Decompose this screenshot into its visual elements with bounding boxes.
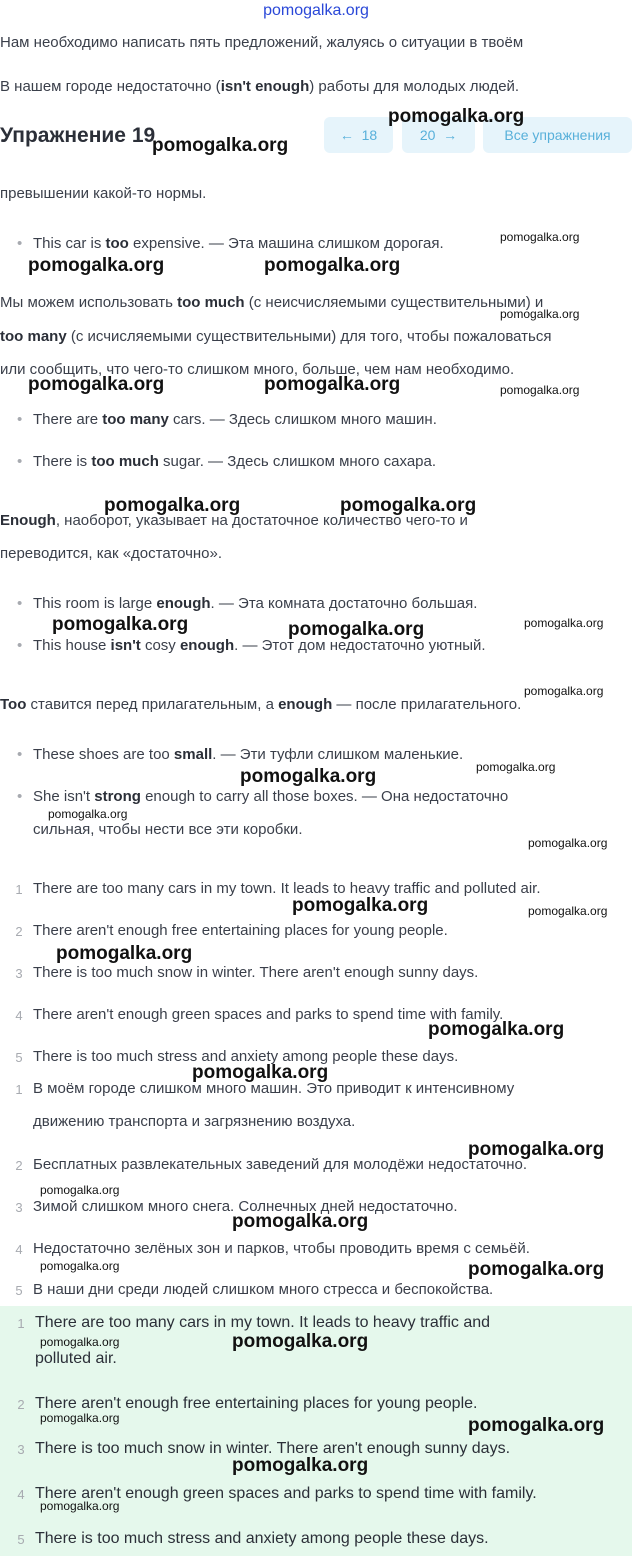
example-item: • She isn't strong enough to carry all those boxes. — Она недостаточно (17, 788, 509, 805)
watermark: pomogalka.org (40, 1259, 120, 1273)
paragraph-line: или сообщить, что чего-то слишком много, больше, чем нам необходимо. (0, 361, 515, 378)
answer-line: There aren't enough green spaces and parks to spend time with family. (35, 1485, 537, 1502)
watermark: pomogalka.org (28, 255, 165, 276)
answer-line: В моём городе слишком много машин. Это приводит к интенсивному (33, 1080, 515, 1097)
watermark: pomogalka.org (476, 760, 556, 774)
watermark: pomogalka.org (40, 1499, 120, 1513)
arrow-left-icon: ← (339, 127, 354, 143)
watermark: pomogalka.org (232, 1211, 369, 1232)
watermark: pomogalka.org (232, 1331, 369, 1352)
paragraph-line: переводится, как «достаточно». (0, 545, 223, 562)
item-number: 1 (15, 1082, 23, 1097)
watermark: pomogalka.org (40, 1335, 120, 1349)
watermark: pomogalka.org (468, 1415, 605, 1436)
watermark: pomogalka.org (524, 684, 604, 698)
example-item: • These shoes are too small. — Эти туфли слишком маленькие. (17, 746, 464, 763)
watermark: pomogalka.org (468, 1259, 605, 1280)
item-number: 5 (15, 1283, 23, 1298)
item-number: 2 (15, 1158, 23, 1173)
paragraph-line: Мы можем использовать too much (с неисчисляемыми существительными) и (0, 294, 544, 311)
watermark: pomogalka.org (48, 807, 128, 821)
watermark: pomogalka.org (40, 1183, 120, 1197)
item-number: 4 (15, 1008, 23, 1023)
watermark: pomogalka.org (56, 943, 193, 964)
watermark: pomogalka.org (500, 383, 580, 397)
paragraph-line: Too ставится перед прилагательным, а enough — после прилагательного. (0, 696, 522, 713)
partial-text: превышении какой-то нормы. (0, 185, 207, 202)
watermark: pomogalka.org (288, 619, 425, 640)
watermark: pomogalka.org (528, 836, 608, 850)
watermark: pomogalka.org (104, 495, 241, 516)
watermark: pomogalka.org (528, 904, 608, 918)
answer-line: There are too many cars in my town. It leads to heavy traffic and (35, 1314, 491, 1331)
answer-line: Бесплатных развлекательных заведений для молодёжи недостаточно. (33, 1156, 528, 1173)
watermark: pomogalka.org (264, 374, 401, 395)
item-number: 2 (15, 924, 23, 939)
intro-text-2: В нашем городе недостаточно (isn't enough) работы для молодых людей. (0, 78, 520, 95)
paragraph-line: too many (с исчисляемыми существительными) для того, чтобы пожаловаться (0, 328, 552, 345)
example-item: • There are too many cars. — Здесь слишком много машин. (17, 411, 437, 428)
answer-line: There is too much snow in winter. There aren't enough sunny days. (33, 964, 479, 981)
watermark: pomogalka.org (240, 766, 377, 787)
answer-line: В наши дни среди людей слишком много стресса и беспокойства. (33, 1281, 494, 1298)
item-number: 3 (15, 966, 23, 981)
item-number: 4 (17, 1487, 25, 1502)
intro-text-1: Нам необходимо написать пять предложений, жалуясь о ситуации в твоём (0, 34, 524, 51)
answer-line: There are too many cars in my town. It leads to heavy traffic and polluted air. (33, 880, 541, 897)
site-title[interactable]: pomogalka.org (263, 2, 369, 19)
watermark: pomogalka.org (468, 1139, 605, 1160)
prev-exercise-button[interactable]: ← 18 (324, 117, 393, 153)
item-number: 1 (15, 882, 23, 897)
example-item: • This room is large enough. — Эта комната достаточно большая. (17, 595, 478, 612)
item-number: 2 (17, 1397, 25, 1412)
item-number: 4 (15, 1242, 23, 1257)
arrow-right-icon: → (443, 127, 458, 143)
watermark: pomogalka.org (292, 895, 429, 916)
watermark: pomogalka.org (28, 374, 165, 395)
answer-line: Зимой слишком много снега. Солнечных дней недостаточно. (33, 1198, 458, 1215)
next-exercise-button[interactable]: 20 → (402, 117, 475, 153)
watermark: pomogalka.org (524, 616, 604, 630)
watermark: pomogalka.org (52, 614, 189, 635)
watermark: pomogalka.org (264, 255, 401, 276)
answer-line: There aren't enough green spaces and parks to spend time with family. (33, 1006, 504, 1023)
answer-line: There is too much stress and anxiety among people these days. (33, 1048, 459, 1065)
watermark: pomogalka.org (232, 1455, 369, 1476)
watermark: pomogalka.org (388, 106, 525, 127)
watermark: pomogalka.org (340, 495, 477, 516)
watermark: pomogalka.org (192, 1062, 329, 1083)
answer-line: There is too much stress and anxiety among people these days. (35, 1530, 489, 1547)
watermark: pomogalka.org (428, 1019, 565, 1040)
watermark: pomogalka.org (500, 307, 580, 321)
watermark: pomogalka.org (152, 135, 289, 156)
answer-line: There aren't enough free entertaining places for young people. (33, 922, 448, 939)
item-number: 3 (17, 1442, 25, 1457)
example-item: • There is too much sugar. — Здесь слишком много сахара. (17, 453, 437, 470)
example-item: • This car is too expensive. — Эта машина слишком дорогая. (17, 235, 444, 252)
item-number: 3 (15, 1200, 23, 1215)
example-item: • This house isn't cosy enough. — Этот дом недостаточно уютный. (17, 637, 486, 654)
page-title: Упражнение 19 (0, 124, 156, 147)
answer-line: Недостаточно зелёных зон и парков, чтобы проводить время с семьёй. (33, 1240, 530, 1257)
answer-line: There is too much snow in winter. There aren't enough sunny days. (35, 1440, 511, 1457)
answer-line: движению транспорта и загрязнению воздуха. (33, 1113, 356, 1130)
answer-line: polluted air. (35, 1350, 117, 1367)
item-number: 5 (15, 1050, 23, 1065)
example-item-continuation: сильная, чтобы нести все эти коробки. (33, 821, 303, 838)
item-number: 1 (17, 1316, 25, 1331)
paragraph-line: Enough, наоборот, указывает на достаточное количество чего-то и (0, 512, 468, 529)
answer-line: There aren't enough free entertaining places for young people. (35, 1395, 478, 1412)
watermark: pomogalka.org (40, 1411, 120, 1425)
item-number: 5 (17, 1532, 25, 1547)
watermark: pomogalka.org (500, 230, 580, 244)
all-exercises-button[interactable]: Все упражнения (483, 117, 632, 153)
